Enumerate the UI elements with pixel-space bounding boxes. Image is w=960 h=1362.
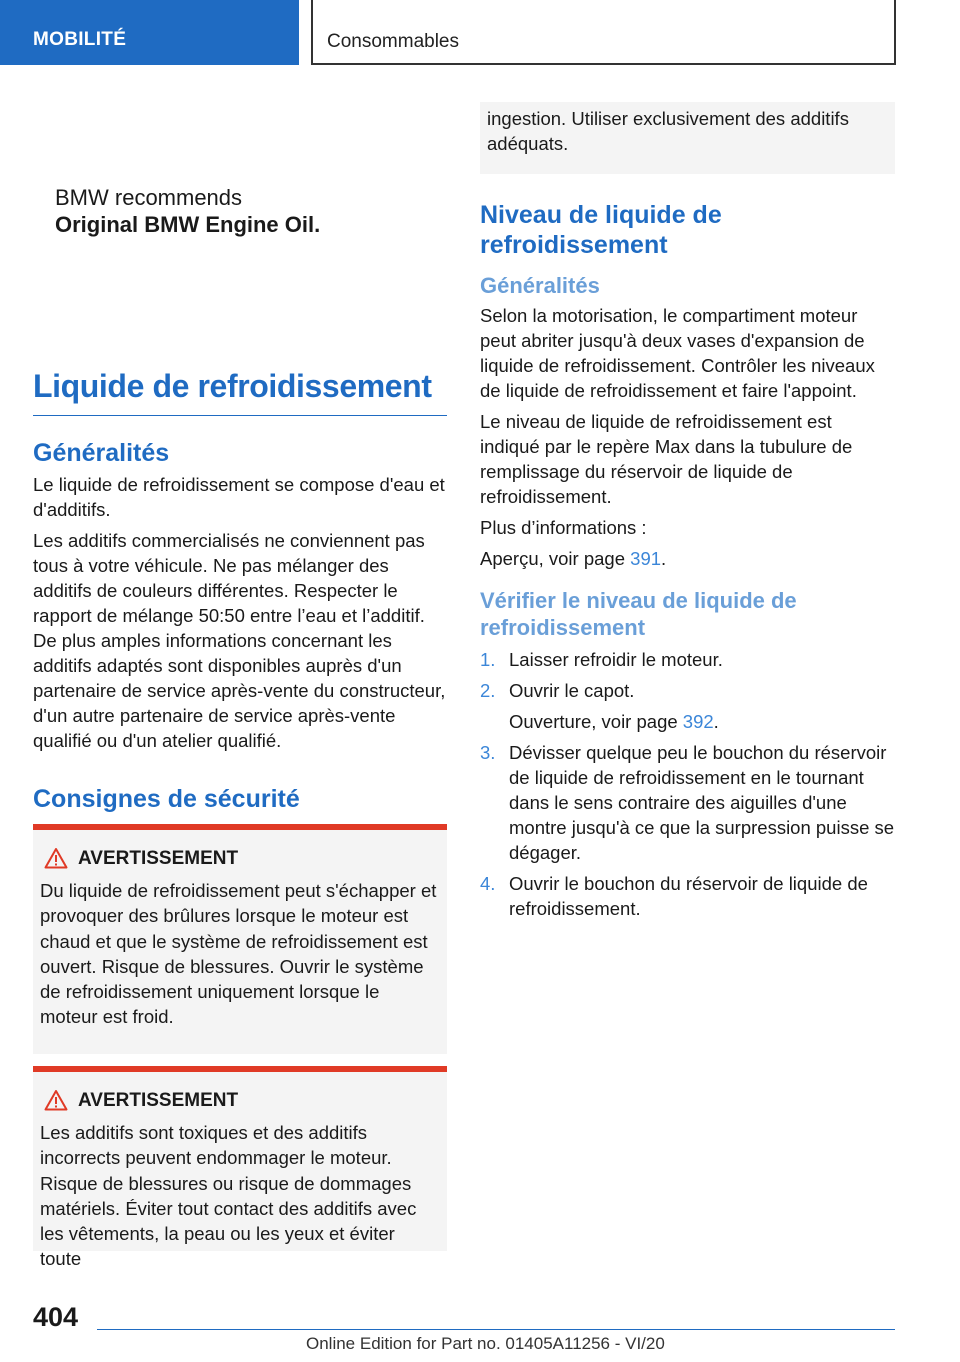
- step-text: Ouvrir le capot.: [509, 680, 635, 701]
- overview-period: .: [661, 548, 667, 569]
- step-text: Laisser refroidir le moteur.: [509, 649, 723, 670]
- check-level-heading: Vérifier le niveau de liquide de refroidissement: [480, 588, 797, 640]
- warning-continuation-text: ingestion. Utiliser exclusivement des additifs adéquats.: [487, 108, 849, 154]
- list-item: [480, 740, 895, 865]
- general-paragraph-2: Les additifs commercialisés ne conviennent pas tous à votre véhicule. Ne pas mélanger des additifs de couleurs différentes. Respecter le rapport de mélange 50:50 entre l’eau et l’additif. De plus amples informations concernant les additifs adaptés sont disponibles auprès d'un partenaire de service après-vente du constructeur, d'un autre partenaire de service après-vente qualifié ou d'un atelier qualifié.: [33, 530, 446, 751]
- overview-page-link[interactable]: 391: [630, 548, 662, 569]
- coolant-level-section: [480, 200, 895, 921]
- general-paragraph-1: Le liquide de refroidissement se compose d'eau et d'additifs.: [33, 474, 445, 520]
- general-section: [33, 438, 447, 753]
- coolant-level-heading: Niveau de liquide de refroidissement: [480, 201, 722, 259]
- chapter-label: MOBILITÉ: [33, 29, 127, 50]
- section-header: [311, 0, 896, 65]
- warning-text-1: Du liquide de refroidissement peut s'échapper et provoquer des brûlures lorsque le moteur est chaud et que le système de refroidissement est ouvert. Risque de blessures. Ouvrir le système de refroidissement uniquement lorsque le moteur est froid.: [40, 880, 437, 1028]
- section-label: Consommables: [327, 31, 459, 52]
- general-heading: Généralités: [33, 439, 170, 467]
- check-steps-list: [480, 647, 895, 921]
- warning-box-2: [33, 1066, 447, 1270]
- opening-prefix: Ouverture, voir page: [509, 711, 683, 732]
- step-sub-reference: [509, 709, 895, 734]
- warning-triangle-icon: [44, 847, 68, 869]
- opening-page-link[interactable]: 392: [682, 711, 714, 732]
- step-text: Ouvrir le bouchon du réservoir de liquide de refroidissement.: [509, 873, 868, 919]
- more-info-label: Plus d’informations :: [480, 517, 647, 538]
- step-number: 1.: [480, 649, 496, 670]
- page-number: 404: [33, 1302, 79, 1332]
- right-paragraph-1: Selon la motorisation, le compartiment moteur peut abriter jusqu'à deux vases d'expansion de liquide de refroidissement. Contrôler les niveaux de liquide de refroidissement et faire l'appoint.: [480, 305, 875, 401]
- edition-label: Online Edition for Part no. 01405A11256 - VI/20: [306, 1334, 665, 1353]
- step-text: Dévisser quelque peu le bouchon du réservoir de liquide de refroidissement en le tournant dans le sens contraire des aiguilles d'une montre jusqu'à ce que la surpression puisse se dégager.: [509, 742, 895, 863]
- list-item: [480, 647, 895, 672]
- warning-text-2: Les additifs sont toxiques et des additifs incorrects peuvent endommager le moteur. Risque de blessures ou risque de dommages matériels. Éviter tout contact des additifs avec les vêtements, la peau ou les yeux et éviter toute: [40, 1122, 417, 1270]
- warning-title-1: [40, 846, 440, 872]
- overview-reference: [480, 546, 895, 571]
- step-number: 4.: [480, 873, 496, 894]
- advert-line-1: BMW recommends: [55, 185, 243, 210]
- right-general-heading: Généralités: [480, 273, 600, 298]
- overview-prefix: Aperçu, voir page: [480, 548, 631, 569]
- oil-advert: [55, 184, 320, 238]
- list-item: [480, 871, 895, 921]
- warning-title-text-1: AVERTISSEMENT: [78, 848, 239, 869]
- warning-continuation-box: [480, 102, 895, 174]
- chapter-tab[interactable]: [0, 0, 299, 65]
- safety-heading: Consignes de sécurité: [33, 785, 300, 813]
- warning-title-2: [40, 1088, 440, 1114]
- warning-title-text-2: AVERTISSEMENT: [78, 1090, 239, 1111]
- footer-divider: [97, 1329, 895, 1330]
- advert-line-2: Original BMW Engine Oil.: [55, 212, 321, 237]
- right-paragraph-2: Le niveau de liquide de refroidissement est indiqué par le repère Max dans la tubulure de remplissage du réservoir de liquide de refroidissement.: [480, 411, 853, 507]
- warning-triangle-icon: [44, 1089, 68, 1111]
- page-title: Liquide de refroidissement: [33, 368, 447, 416]
- opening-period: .: [713, 711, 719, 732]
- warning-box-1: [33, 824, 447, 1054]
- step-number: 2.: [480, 680, 496, 701]
- list-item: [480, 678, 895, 734]
- step-number: 3.: [480, 742, 496, 763]
